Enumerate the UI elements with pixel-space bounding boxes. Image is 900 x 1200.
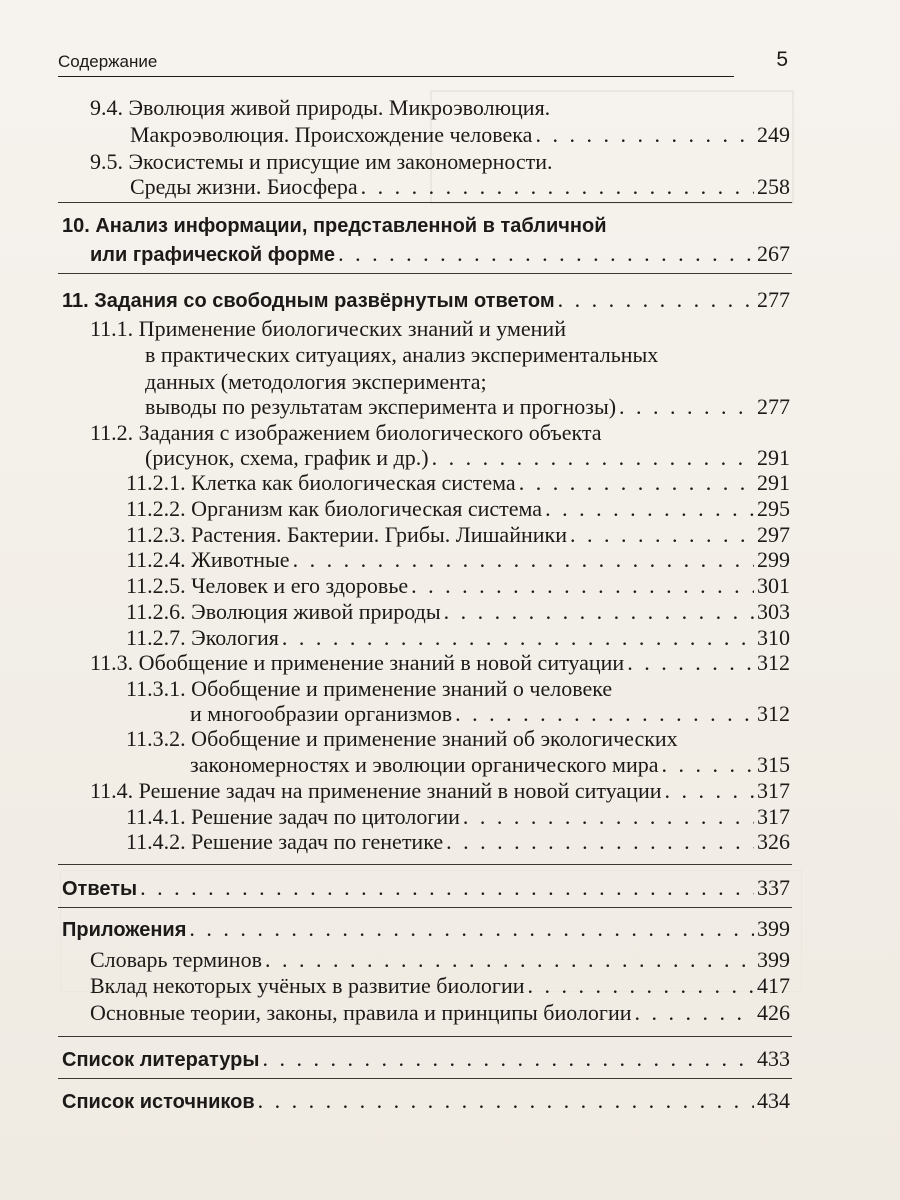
toc-entry-title: 11.4.1. Решение задач по цитологии bbox=[126, 804, 460, 829]
toc-page-number: 291 bbox=[757, 445, 790, 470]
toc-page-number: 299 bbox=[757, 547, 790, 572]
section-divider bbox=[58, 907, 792, 908]
toc-line: 11.2. Задания с изображением биологического объекта bbox=[90, 420, 602, 445]
toc-entry-title: и многообразии организмов bbox=[190, 701, 453, 726]
toc-page-number: 297 bbox=[757, 522, 790, 547]
running-head-title: Содержание bbox=[58, 52, 158, 71]
leader-dots bbox=[140, 873, 754, 903]
page-number: 5 bbox=[776, 48, 788, 71]
toc-line: 11.1. Применение биологических знаний и умений bbox=[90, 316, 566, 341]
toc-page-number: 301 bbox=[757, 573, 790, 598]
toc-chapter-entry bbox=[62, 1086, 790, 1116]
toc-page-number: 258 bbox=[757, 174, 790, 199]
toc-page-number: 277 bbox=[757, 394, 790, 419]
leader-dots bbox=[627, 648, 754, 678]
toc-entry-title: 11.2.2. Организм как биологическая система bbox=[126, 496, 543, 521]
toc-entry-title: Приложения bbox=[62, 919, 187, 941]
toc-entry-title: 11.2.6. Эволюция живой природы bbox=[126, 599, 441, 624]
toc-line: 9.5. Экосистемы и присущие им закономерности. bbox=[90, 149, 553, 174]
leader-dots bbox=[361, 172, 754, 202]
toc-entry bbox=[90, 998, 790, 1028]
leader-dots bbox=[338, 239, 754, 269]
toc-entry-title: Словарь терминов bbox=[90, 947, 262, 972]
toc-page-number: 312 bbox=[757, 701, 790, 726]
toc-entry-title: Макроэволюция. Происхождение человека bbox=[130, 122, 533, 147]
toc-line: 11.3.1. Обобщение и применение знаний о человеке bbox=[126, 676, 613, 701]
leader-dots bbox=[535, 120, 754, 150]
toc-page-number: 310 bbox=[757, 625, 790, 650]
toc-page-number: 303 bbox=[757, 599, 790, 624]
toc-page-number: 399 bbox=[757, 947, 790, 972]
toc-page-number: 295 bbox=[757, 496, 790, 521]
toc-entry-title: 11.2.7. Экология bbox=[126, 625, 279, 650]
toc-chapter-line: 10. Анализ информации, представленной в табличной bbox=[62, 215, 607, 237]
toc-page-number: 267 bbox=[757, 241, 790, 266]
toc-line: в практических ситуациях, анализ экспериментальных bbox=[145, 342, 659, 367]
leader-dots bbox=[262, 1044, 754, 1074]
section-divider bbox=[58, 864, 792, 865]
leader-dots bbox=[528, 971, 755, 1001]
toc-entry-title: Ответы bbox=[62, 878, 138, 900]
toc-chapter-entry bbox=[62, 873, 790, 903]
toc-page-number: 249 bbox=[757, 122, 790, 147]
toc-page-number: 426 bbox=[757, 1000, 790, 1025]
toc-page-number: 312 bbox=[757, 650, 790, 675]
toc-entry-title: выводы по результатам эксперимента и прогнозы) bbox=[145, 394, 617, 419]
toc-entry bbox=[130, 120, 790, 150]
toc-page-number: 291 bbox=[757, 470, 790, 495]
toc-entry-title: 11. Задания со свободным развёрнутым ответом bbox=[62, 290, 555, 312]
section-divider bbox=[58, 1078, 792, 1079]
toc-page-number: 317 bbox=[757, 778, 790, 803]
toc-entry bbox=[126, 827, 790, 857]
toc-entry-title: 11.2.1. Клетка как биологическая система bbox=[126, 470, 516, 495]
toc-page-number: 399 bbox=[757, 916, 790, 941]
toc-entry-title: Среды жизни. Биосфера bbox=[130, 174, 358, 199]
toc-entry bbox=[90, 971, 790, 1001]
toc-chapter-entry bbox=[62, 1044, 790, 1074]
section-divider bbox=[58, 273, 792, 274]
toc-entry-title: (рисунок, схема, график и др.) bbox=[145, 445, 429, 470]
toc-entry-title: 11.2.4. Животные bbox=[126, 547, 290, 572]
section-divider bbox=[58, 1036, 792, 1037]
toc-page-number: 433 bbox=[757, 1046, 790, 1071]
toc-entry-title: Вклад некоторых учёных в развитие биологии bbox=[90, 973, 525, 998]
toc-entry-title: закономерностях и эволюции органического мира bbox=[190, 752, 659, 777]
toc-line: 9.4. Эволюция живой природы. Микроэволюция. bbox=[90, 95, 551, 120]
toc-entry-title: 11.2.5. Человек и его здоровье bbox=[126, 573, 409, 598]
section-divider bbox=[58, 202, 792, 203]
toc-chapter-entry bbox=[90, 239, 790, 269]
toc-entry-title: 11.3. Обобщение и применение знаний в новой ситуации bbox=[90, 650, 625, 675]
toc-entry-title: Список литературы bbox=[62, 1049, 260, 1071]
toc-entry-title: 11.4.2. Решение задач по генетике bbox=[126, 829, 444, 854]
toc-page-number: 434 bbox=[757, 1088, 790, 1113]
toc-page-number: 337 bbox=[757, 875, 790, 900]
toc-page-number: 317 bbox=[757, 804, 790, 829]
toc-chapter-entry bbox=[62, 285, 790, 315]
leader-dots bbox=[189, 914, 754, 944]
toc-page-number: 315 bbox=[757, 752, 790, 777]
toc-entry-title: Список источников bbox=[62, 1091, 255, 1113]
leader-dots bbox=[258, 1086, 754, 1116]
toc-entry-title: Основные теории, законы, правила и принципы биологии bbox=[90, 1000, 632, 1025]
toc-page-number: 326 bbox=[757, 829, 790, 854]
leader-dots bbox=[619, 392, 754, 422]
toc-entry bbox=[130, 172, 790, 202]
toc-page-number: 277 bbox=[757, 287, 790, 312]
leader-dots bbox=[558, 285, 754, 315]
toc-entry-title: 11.4. Решение задач на применение знаний в новой ситуации bbox=[90, 778, 662, 803]
leader-dots bbox=[635, 998, 754, 1028]
toc-line: данных (методология эксперимента; bbox=[145, 369, 487, 394]
toc-page-number: 417 bbox=[757, 973, 790, 998]
leader-dots bbox=[446, 827, 754, 857]
toc-entry-title: 11.2.3. Растения. Бактерии. Грибы. Лишайники bbox=[126, 522, 567, 547]
toc-chapter-entry bbox=[62, 914, 790, 944]
toc-entry-title: или графической форме bbox=[90, 244, 336, 266]
toc-line: 11.3.2. Обобщение и применение знаний об экологических bbox=[126, 726, 678, 751]
